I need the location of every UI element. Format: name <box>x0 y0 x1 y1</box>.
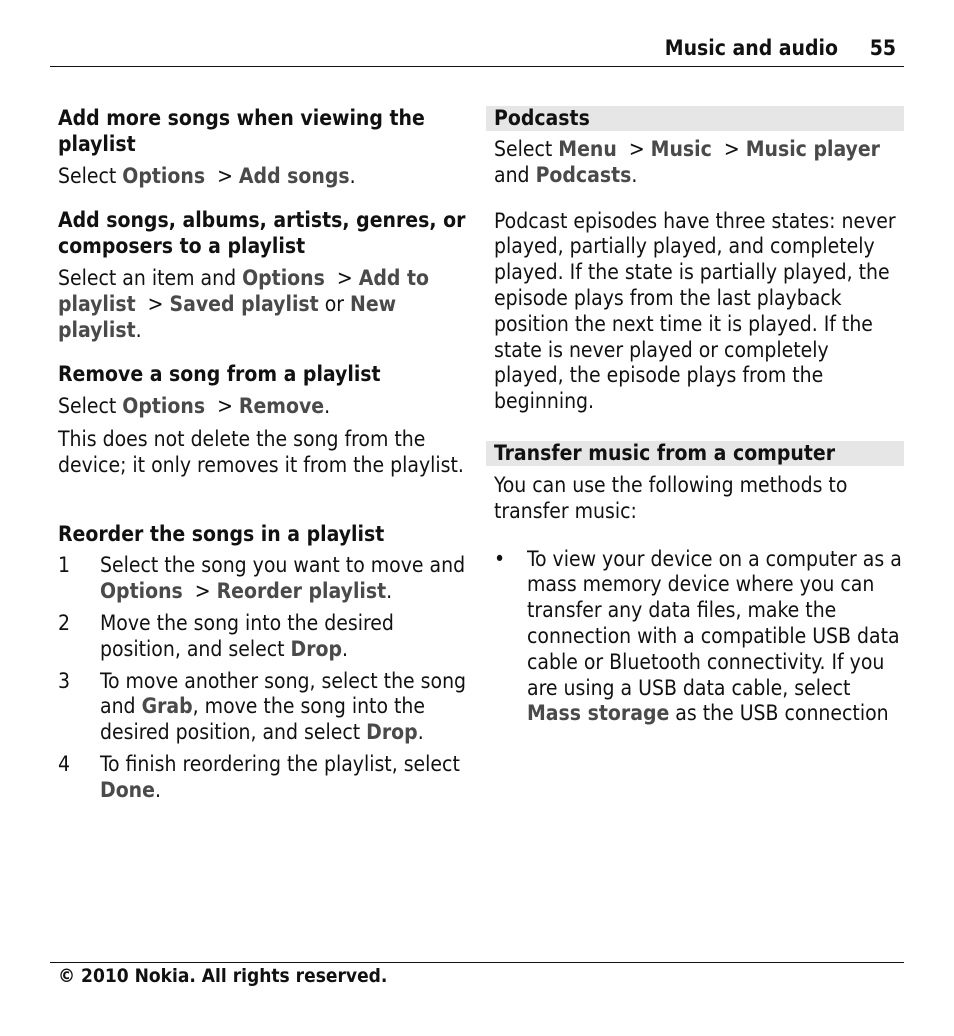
ui-term-grab: Grab <box>141 694 193 719</box>
add-songs-albums-section <box>58 208 468 343</box>
reorder-songs-section <box>58 522 468 804</box>
step-item: 3 To move another song, select the song and Grab, move the song into the desired position, and select Drop. <box>58 668 467 745</box>
copyright-footer: © 2010 Nokia. All rights reserved. <box>58 965 388 987</box>
ui-term-remove: Remove <box>238 394 325 419</box>
step-number: 2 <box>58 610 71 635</box>
section-heading: Reorder the songs in a playlist <box>58 521 385 546</box>
instruction: Select Options > Remove. <box>58 394 331 419</box>
section-heading: Remove a song from a playlist <box>58 362 381 387</box>
remove-song-section <box>58 362 468 478</box>
step-number: 3 <box>58 668 71 693</box>
ui-term-options: Options <box>122 394 206 419</box>
ui-term-saved-playlist: Saved playlist <box>169 291 319 316</box>
right-column <box>486 106 904 727</box>
ui-term-drop: Drop <box>290 636 343 661</box>
section-heading-band: Podcasts <box>486 106 904 131</box>
ui-term-options: Options <box>122 163 206 188</box>
instruction: Select Menu > Music > Music player and Podcasts. <box>494 137 880 187</box>
ui-term-options: Options <box>100 579 183 604</box>
methods-list <box>486 547 904 728</box>
ui-term-music: Music <box>650 137 712 161</box>
list-item: • To view your device on a computer as a mass memory device where you can transfer any data files, make the connection with a compatible USB data cable or Bluetooth connectivity. If you are using a USB data cable, select Mass storage as the USB connection <box>494 546 902 726</box>
step-item: 2 Move the song into the desired position, and select Drop. <box>58 610 394 661</box>
footer-divider <box>50 962 904 963</box>
ui-term-drop: Drop <box>366 720 418 745</box>
step-item: 4 To finish reordering the playlist, select Done. <box>58 751 460 802</box>
section-heading-band: Transfer music from a computer <box>486 441 904 466</box>
left-column <box>58 106 468 810</box>
podcast-states-paragraph: Podcast episodes have three states: never played, partially played, and completely played. If the state is partially played, the episode plays from the last playback position the next time it is played. If the state is never played or completely played, the episode plays from the beginning. <box>494 208 896 414</box>
ui-term-options: Options <box>242 265 325 290</box>
step-number: 1 <box>58 553 71 578</box>
ui-term-menu: Menu <box>558 137 617 161</box>
instruction: Select an item and Options > Add to playlist > Saved playlist or New playlist. <box>58 265 429 342</box>
ui-term-podcasts: Podcasts <box>535 162 632 187</box>
page-number: 55 <box>869 36 896 60</box>
section-heading: Add more songs when viewing the playlist <box>58 106 425 156</box>
page-header <box>50 34 904 67</box>
section-title: Music and audio <box>664 36 838 60</box>
ui-term-music-player: Music player <box>745 137 880 161</box>
note-text: This does not delete the song from the device; it only removes it from the playlist. <box>58 426 464 477</box>
add-more-songs-section <box>58 106 468 189</box>
ui-term-add-to-playlist: Add to playlist <box>58 265 429 316</box>
instruction: Select Options > Add songs. <box>58 163 356 188</box>
podcasts-section <box>486 106 904 415</box>
ui-term-add-songs: Add songs <box>238 163 350 188</box>
steps-list <box>58 553 468 803</box>
intro-text: You can use the following methods to transfer music: <box>494 472 848 523</box>
ui-term-done: Done <box>100 777 155 802</box>
section-heading: Add songs, albums, artists, genres, or composers to a playlist <box>58 208 466 259</box>
step-number: 4 <box>58 751 71 776</box>
bullet-icon: • <box>494 546 506 571</box>
ui-term-reorder-playlist: Reorder playlist <box>216 579 387 604</box>
transfer-music-section <box>486 441 904 727</box>
ui-term-new-playlist: New playlist <box>58 291 397 342</box>
step-item: 1 Select the song you want to move and Options > Reorder playlist. <box>58 553 466 604</box>
ui-term-mass-storage: Mass storage <box>527 701 670 726</box>
